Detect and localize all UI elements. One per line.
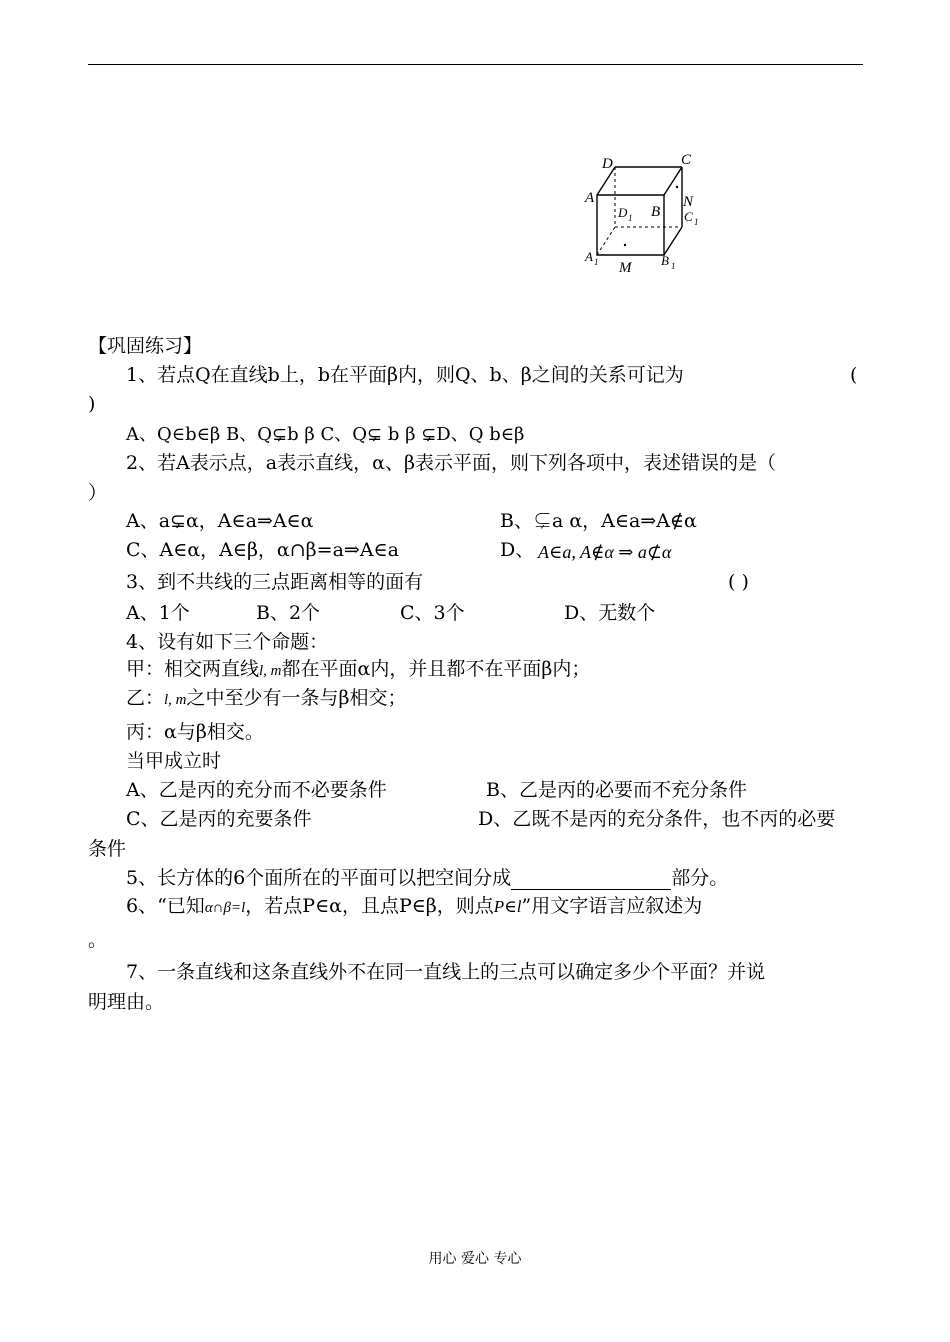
q4-when: 当甲成立时 (126, 750, 222, 772)
q1-options: A、Q∈b∈β B、Q⊊b β C、Q⊊ b β ⊊D、Q b∈β (126, 424, 525, 445)
q5-stem-a: 5、长方体的6个面所在的平面可以把空间分成 (126, 867, 512, 889)
q3-stem: 3、到不共线的三点距离相等的面有 (126, 571, 424, 593)
q5-blank (511, 871, 671, 890)
q5-stem-b: 部分。 (671, 867, 729, 889)
q6-math-1: α∩β=l (204, 900, 246, 916)
q2-option-d-math: A∈a, A∉α ⇒ a⊄α (538, 542, 672, 562)
q6 (126, 894, 702, 920)
q4-option-b: B、乙是丙的必要而不充分条件 (486, 779, 747, 801)
q2-option-a: A、a⊊α，A∈a⇒A∈α (126, 510, 314, 532)
q2-paren-close: ） (88, 482, 108, 504)
q4-jia-b: 都在平面α内，并且都不在平面β内； (281, 658, 591, 680)
label-B: B (651, 204, 661, 220)
label-C1-sub: 1 (694, 217, 699, 227)
q4-bing: 丙：α与β相交。 (126, 721, 264, 743)
label-D: D (602, 156, 613, 172)
q3-paren: ( ) (728, 571, 749, 593)
label-M: M (619, 260, 632, 276)
q6-cont: 。 (88, 929, 108, 951)
q1-stem: 1、若点Q在直线b上，b在平面β内，则Q、b、β之间的关系可记为 (126, 364, 684, 386)
section-title: 【巩固练习】 (88, 335, 203, 357)
label-B1-sub: 1 (671, 261, 676, 271)
q2-stem: 2、若A表示点，a表示直线，α、β表示平面，则下列各项中，表述错误的是（ (126, 452, 776, 474)
label-A1: A (585, 249, 593, 264)
label-D1: D (618, 205, 628, 220)
q4-yi-math: l, m (164, 692, 187, 708)
q6-stem-a: 6、“已知 (126, 895, 205, 917)
label-D1-sub: 1 (628, 213, 633, 223)
q4-yi-a: 乙： (126, 687, 165, 709)
q4-option-c: C、乙是丙的充要条件 (126, 808, 312, 830)
label-B1: B (661, 253, 669, 268)
label-C: C (681, 152, 692, 168)
q4-option-a: A、乙是丙的充分而不必要条件 (126, 779, 387, 801)
q4-jia-a: 甲：相交两直线 (126, 658, 260, 680)
q4-jia (126, 657, 590, 683)
page-footer: 用心 爱心 专心 (428, 1251, 522, 1267)
q3-option-b: B、2个 (256, 602, 321, 624)
q2-option-d-label: D、 (500, 539, 535, 561)
q3-option-c: C、3个 (400, 602, 465, 624)
q4-stem: 4、设有如下三个命题： (126, 631, 329, 653)
q3-option-d: D、无数个 (564, 602, 656, 624)
label-A: A (585, 190, 595, 206)
q4-option-d: D、乙既不是丙的充分条件，也不丙的必要 (478, 808, 836, 830)
q7-line1: 7、一条直线和这条直线外不在同一直线上的三点可以确定多少个平面？并说 (126, 961, 766, 983)
header-rule (88, 64, 863, 65)
cube-figure (575, 145, 715, 280)
label-N: N (683, 194, 694, 210)
q2-option-b: B、⊊a α，A∈a⇒A∉α (500, 510, 697, 532)
q6-stem-c: ”用文字语言应叙述为 (521, 895, 703, 917)
q1-paren-close: ) (88, 393, 96, 415)
q4-yi (126, 686, 407, 712)
q1-paren-open: ( (850, 364, 858, 386)
q4-jia-math: l, m (259, 663, 282, 679)
q2-option-c: C、A∈α，A∈β，α∩β=a⇒A∈a (126, 539, 399, 561)
q5 (126, 866, 728, 890)
q6-math-2: P∈l (493, 897, 522, 916)
label-A1-sub: 1 (594, 257, 599, 267)
q4-yi-b: 之中至少有一条与β相交； (186, 687, 407, 709)
q3-option-a: A、1个 (126, 602, 190, 624)
q4-option-d-cont: 条件 (88, 838, 127, 860)
q6-stem-b: ，若点P∈α，且点P∈β，则点 (245, 895, 494, 917)
q7-line2: 明理由。 (88, 991, 165, 1013)
label-C1: C (684, 209, 693, 224)
